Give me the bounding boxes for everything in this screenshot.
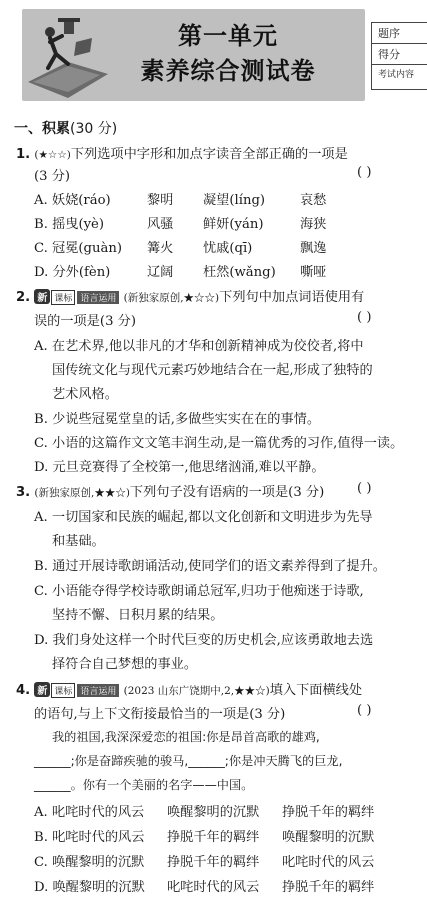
question-number: 2. <box>16 290 31 305</box>
question-number: 1. <box>16 147 31 162</box>
option-c-3: 叱咤时代的风云 <box>282 855 375 870</box>
answer-paren[interactable]: ( ) <box>357 481 372 496</box>
option-a-line-3: 艺术风格。 <box>52 387 118 402</box>
option-c-4: 飘逸 <box>300 241 327 256</box>
question-number: 3. <box>16 485 31 500</box>
running-student-illustration <box>28 12 108 98</box>
score-row-question-number: 题序 <box>372 23 427 44</box>
option-d-2: 辽阔 <box>147 265 174 280</box>
option-d-line-1: D. 我们身处这样一个时代巨变的历史机会,应该勇敢地去选 <box>34 633 374 648</box>
option-d-4: 嘶哑 <box>300 265 327 280</box>
score-row-content: 考试内容 <box>378 70 415 80</box>
section-title-text: 一、积累 <box>14 121 70 137</box>
question-text: 下列选项中字形和加点字读音全部正确的一项是 <box>70 147 348 162</box>
option-c-1: C. 冠冕(guàn) <box>34 241 122 256</box>
new-standard-badge: 新 <box>34 289 50 304</box>
option-a-1: A. 叱咤时代的风云 <box>34 805 145 820</box>
option-a-2: 黎明 <box>147 193 174 208</box>
section-title <box>14 118 117 138</box>
curriculum-badge: 课标 <box>51 683 75 698</box>
answer-paren[interactable]: ( ) <box>357 310 372 325</box>
option-c-line-1: C. 小语能夺得学校诗歌朗诵总冠军,归功于他痴迷于诗歌, <box>34 584 364 599</box>
test-header <box>0 0 427 112</box>
option-a-line-1: A. 在艺术界,他以非凡的才华和创新精神成为佼佼者,将中 <box>34 339 364 354</box>
option-a-1: A. 妖娆(ráo) <box>34 193 111 208</box>
option-a-3: 挣脱千年的羁绊 <box>282 805 375 820</box>
option-a-4: 哀愁 <box>300 193 327 208</box>
difficulty-stars: (★☆☆) <box>34 149 71 161</box>
question-text: 下列句中加点词语使用有 <box>219 290 365 305</box>
option-d-1: D. 唤醒黎明的沉默 <box>34 880 145 895</box>
option-c-3: 忧戚(qī) <box>203 241 253 256</box>
question-1-stem <box>16 143 348 162</box>
option-b-4: 海狭 <box>300 217 327 232</box>
question-4-stem-cont: 的语句,与上下文衔接最恰当的一项是(3 分) <box>34 707 286 722</box>
option-d-3: 枉然(wǎng) <box>203 265 276 280</box>
language-use-badge: 语言运用 <box>77 684 119 697</box>
score-row-score: 得分 <box>372 44 427 65</box>
option-b-3: 唤醒黎明的沉默 <box>282 830 375 845</box>
curriculum-badge: 课标 <box>51 290 75 305</box>
unit-title: 第一单元 <box>178 22 278 50</box>
option-d-1: D. 分外(fèn) <box>34 265 111 280</box>
option-c-2: 篝火 <box>147 241 174 256</box>
option-b: B. 少说些冠冕堂皇的话,多做些实实在在的事情。 <box>34 412 321 427</box>
question-3-stem <box>16 481 324 500</box>
option-c: C. 小语的这篇作文文笔丰润生动,是一篇优秀的习作,值得一读。 <box>34 436 404 451</box>
option-b-3: 鲜妍(yán) <box>203 217 264 232</box>
unit-subtitle: 素养综合测试卷 <box>140 57 316 85</box>
option-b-1: B. 摇曳(yè) <box>34 217 104 232</box>
new-standard-badge: 新 <box>34 682 50 697</box>
question-4-stem <box>16 679 362 698</box>
option-b-2: 风骚 <box>147 217 174 232</box>
option-c-2: 挣脱千年的羁绊 <box>167 855 260 870</box>
option-b: B. 通过开展诗歌朗诵活动,使同学们的语文素养得到了提升。 <box>34 559 386 574</box>
option-d: D. 元旦竞赛得了全校第一,他思绪汹涌,难以平静。 <box>34 460 325 475</box>
option-a-line-2: 国传统文化与现代元素巧妙地结合在一起,形成了独特的 <box>52 363 373 378</box>
passage-line-1: 我的祖国,我深深爱恋的祖国:你是昂首高歌的雄鸡, <box>52 730 320 744</box>
option-b-1: B. 叱咤时代的风云 <box>34 830 145 845</box>
option-c-1: C. 唤醒黎明的沉默 <box>34 855 145 870</box>
option-d-2: 叱咤时代的风云 <box>167 880 260 895</box>
answer-paren[interactable]: ( ) <box>357 703 372 718</box>
option-d-line-2: 择符合自己梦想的事业。 <box>52 657 198 672</box>
option-a-line-2: 和基础。 <box>52 534 105 549</box>
option-c-line-2: 坚持不懈、日积月累的结果。 <box>52 608 224 623</box>
question-source: (新独家原创,★★☆) <box>34 487 130 499</box>
answer-paren[interactable]: ( ) <box>357 165 372 180</box>
question-source: (2023 山东广饶期中,2,★★☆) <box>123 685 270 697</box>
question-text: 下列句子没有语病的一项是(3 分) <box>129 485 325 500</box>
section-points: (30 分) <box>70 121 118 137</box>
question-text: 填入下面横线处 <box>269 683 363 698</box>
option-d-3: 挣脱千年的羁绊 <box>282 880 375 895</box>
question-2-stem-cont: 误的一项是(3 分) <box>34 314 136 329</box>
passage-line-3: ______。你有一个美丽的名字——中国。 <box>34 778 254 792</box>
score-table <box>371 22 427 90</box>
passage-line-2: ______;你是奋蹄疾驰的骏马,______;你是冲天腾飞的巨龙, <box>34 754 343 768</box>
question-1-points: (3 分) <box>34 169 71 184</box>
language-use-badge: 语言运用 <box>77 291 119 304</box>
question-source: (新独家原创,★☆☆) <box>123 292 220 304</box>
option-a-2: 唤醒黎明的沉默 <box>167 805 260 820</box>
option-a-3: 凝望(líng) <box>203 193 266 208</box>
option-a-line-1: A. 一切国家和民族的崛起,都以文化创新和文明进步为先导 <box>34 510 373 525</box>
question-number: 4. <box>16 683 31 698</box>
option-b-2: 挣脱千年的羁绊 <box>167 830 260 845</box>
question-2-stem <box>16 286 364 305</box>
